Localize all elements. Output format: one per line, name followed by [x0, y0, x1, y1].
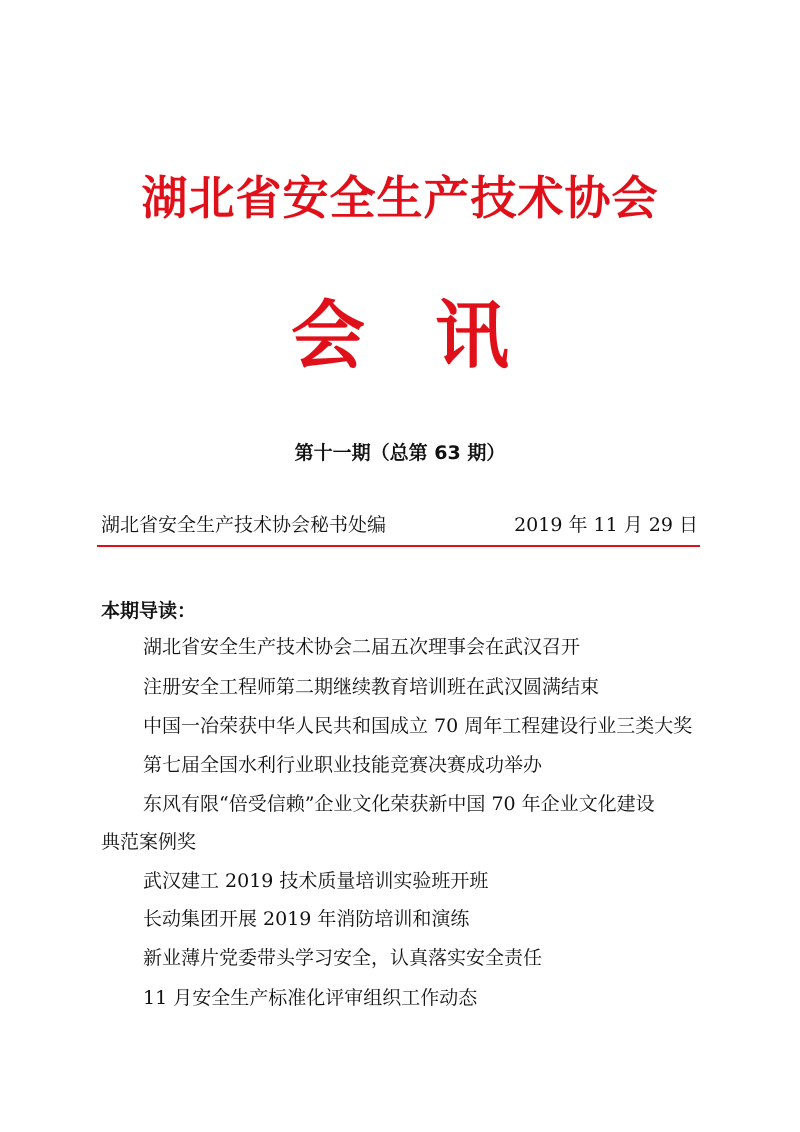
publication-title: 会讯 — [291, 293, 579, 379]
contents-item: 湖北省安全生产技术协会二届五次理事会在武汉召开 — [143, 636, 581, 658]
contents-item: 注册安全工程师第二期继续教育培训班在武汉圆满结束 — [143, 676, 600, 698]
contents-item: 中国一冶荣获中华人民共和国成立 70 周年工程建设行业三类大奖 — [143, 715, 693, 737]
red-divider — [97, 545, 700, 547]
editor-line: 湖北省安全生产技术协会秘书处编 — [101, 514, 387, 536]
contents-item: 第七届全国水利行业职业技能竞赛决赛成功举办 — [143, 754, 543, 776]
contents-item: 新业薄片党委带头学习安全，认真落实安全责任 — [143, 947, 543, 969]
contents-heading: 本期导读： — [101, 600, 197, 622]
contents-item: 东风有限“倍受信赖”企业文化荣获新中国 70 年企业文化建设 — [143, 793, 655, 815]
contents-item: 武汉建工 2019 技术质量培训实验班开班 — [143, 870, 489, 892]
issue-number: 第十一期（总第 63 期） — [294, 442, 506, 464]
organization-title: 湖北省安全生产技术协会 — [141, 171, 659, 225]
contents-item: 11 月安全生产标准化评审组织工作动态 — [143, 987, 478, 1009]
contents-item: 长动集团开展 2019 年消防培训和演练 — [143, 908, 470, 930]
contents-item-continuation: 典范案例奖 — [101, 831, 197, 853]
publication-date: 2019 年 11 月 29 日 — [514, 514, 698, 536]
